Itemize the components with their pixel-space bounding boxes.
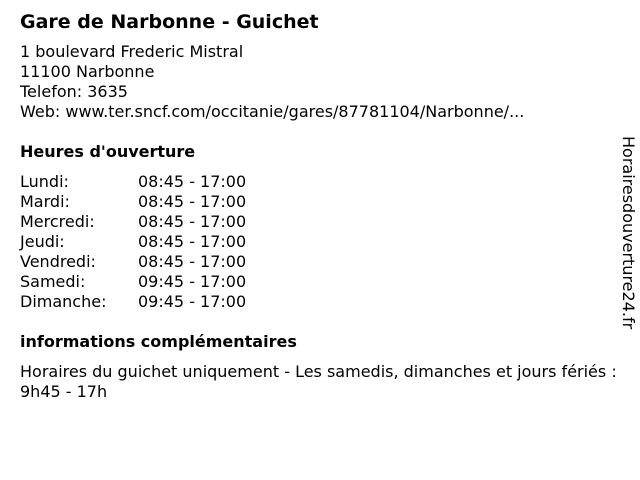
site-watermark: Horairesdouverture24.fr [619, 136, 638, 330]
time-range: 08:45 - 17:00 [138, 192, 247, 211]
hours-row-monday [20, 172, 610, 192]
opening-hours-heading: Heures d'ouverture [20, 142, 196, 161]
time-range: 09:45 - 17:00 [138, 272, 247, 291]
time-range: 09:45 - 17:00 [138, 292, 247, 311]
time-range: 08:45 - 17:00 [138, 252, 247, 271]
additional-info-text: Horaires du guichet uniquement - Les samedis, dimanches et jours fériés : 9h45 - 17h [20, 362, 617, 401]
opening-hours-list [20, 172, 610, 312]
hours-row-friday [20, 252, 610, 272]
hours-row-thursday [20, 232, 610, 252]
hours-row-wednesday [20, 212, 610, 232]
city-address: 11100 Narbonne [20, 62, 155, 81]
day-label: Mercredi: [20, 212, 95, 231]
hours-row-saturday [20, 272, 610, 292]
day-label: Vendredi: [20, 252, 96, 271]
address-block [20, 42, 610, 122]
time-range: 08:45 - 17:00 [138, 172, 247, 191]
phone-number: Telefon: 3635 [20, 82, 128, 101]
page-title: Gare de Narbonne - Guichet [20, 11, 319, 33]
hours-row-sunday [20, 292, 610, 312]
time-range: 08:45 - 17:00 [138, 232, 247, 251]
additional-info-heading: informations complémentaires [20, 332, 297, 351]
website-link[interactable]: Web: www.ter.sncf.com/occitanie/gares/87781104/Narbonne/... [20, 102, 525, 121]
day-label: Lundi: [20, 172, 69, 191]
opening-hours-card [20, 10, 617, 402]
day-label: Mardi: [20, 192, 70, 211]
day-label: Samedi: [20, 272, 86, 291]
day-label: Dimanche: [20, 292, 107, 311]
hours-row-tuesday [20, 192, 610, 212]
street-address: 1 boulevard Frederic Mistral [20, 42, 244, 61]
day-label: Jeudi: [20, 232, 65, 251]
time-range: 08:45 - 17:00 [138, 212, 247, 231]
